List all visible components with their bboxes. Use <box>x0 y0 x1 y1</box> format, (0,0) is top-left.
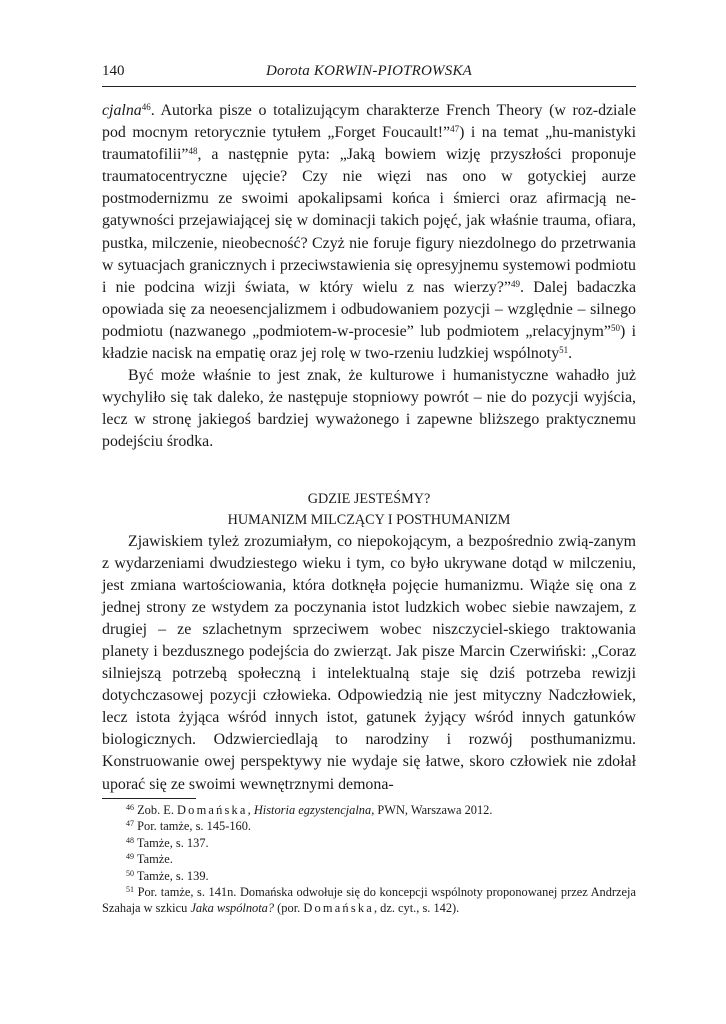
section-heading-line-2: HUMANIZM MILCZĄCY I POSTHUMANIZM <box>227 511 511 528</box>
paragraph-1-text-b: ) i na temat „hu-manistyki traumatofilii” <box>102 124 636 164</box>
paragraph-1-italic-start: cjalna <box>102 102 142 119</box>
footnote-text: Por. tamże, s. 145-160. <box>137 819 252 834</box>
footnote-ref-48[interactable]: 48 <box>188 146 198 157</box>
footnote-title: Jaka wspólnota? <box>190 901 275 916</box>
footnote-text: Zob. E. <box>137 803 178 817</box>
footnote-text: Tamże. <box>136 852 173 867</box>
footnote-title: Historia egzystencjalna <box>253 803 372 817</box>
footnote-text: (por. <box>274 901 304 916</box>
paragraph-1-text-e: ) i kładzie nacisk na empatię oraz jej rolę w two-rzeniu ludzkiej wspólnoty <box>102 322 636 363</box>
paragraph-2: Być może właśnie to jest znak, że kulturowe i humanistyczne wahadło już wychyliło się tak daleko, że następuje stopniowy powrót – nie do pozycji wyjścia, lecz w stronę jakiegoś bardziej wyważonego i zapewne bliższego praktycznemu podejściu środka. <box>102 367 636 451</box>
footnote-text: , <box>247 803 254 817</box>
section-heading-line-1: GDZIE JESTEŚMY? <box>307 490 431 507</box>
footnote-number: 51 <box>126 885 134 895</box>
footnote-ref-47[interactable]: 47 <box>450 124 460 135</box>
paragraph-1-text-c: , a następnie pyta: „Jaką bowiem wizję przyszłości proponuje traumatocentryczne ujęcie? Czy nie więzi nas ono w gotyckiej aurze postmodernizmu ze swoimi apokalipsami końca i śmierci oraz afirmacją ne-gatywności przejawiającej się w dominacji takich pojęć, jak właśnie trauma, ofiara, pustka, milczenie, nieobecność? Czyż nie foruje figury niezdolnego do przetrwania w sytuacjach granicznych i przeciwstawienia się opresyjnemu systemowi podmiotu i nie podcina wizji świata, w który wielu z nas wierzy?” <box>102 146 636 296</box>
footnote-author: Domańska <box>303 901 374 916</box>
footnote-number: 46 <box>126 803 134 812</box>
footnote-author: Domańska <box>177 803 248 817</box>
footnote-ref-51[interactable]: 51 <box>559 345 569 356</box>
running-header <box>102 62 636 87</box>
footnote-47 <box>102 818 636 834</box>
paragraph-3: Zjawiskiem tyleż zrozumiałym, co niepokojącym, a bezpośrednio zwią-zanym z wydarzeniami dwudziestego wieku i tym, co było ukrywane dotąd w milczeniu, jest zmiana wartościowania, która dotknęła pojęcie humanizmu. Wiąże się ona z jednej strony ze wstydem za poczynania istot ludzkich wobec siebie nawzajem, z drugiej – ze szlachetnym sprzeciwem wobec niszczyciel-skiego traktowania planety i bezdusznego podejścia do zwierząt. Jak pisze Marcin Czerwiński: „Coraz silniejszą potrzebą społeczną i intelektualną staje się dziś potrzeba rewizji dotychczasowej pozycji człowieka. Odpowiedzią nie jest mityczny Nadczłowiek, lecz istota żyjąca wśród innych istot, gatunek żyjący wśród innych gatunków biologicznych. Odzwierciedlają to narodziny i rozwój posthumanizmu. Konstruowanie owej perspektywy nie wydaje się łatwe, skoro człowiek nie zdołał uporać się ze swoimi wewnętrznymi demona- <box>102 532 636 793</box>
paragraph-1-text-f: . <box>568 345 573 363</box>
footnote-divider <box>102 798 196 799</box>
footnote-text: Tamże, s. 139. <box>136 868 209 883</box>
footnote-number: 49 <box>126 852 134 862</box>
paragraph-1 <box>102 100 636 365</box>
footnote-49 <box>102 851 636 867</box>
book-page <box>102 62 636 916</box>
footnote-51 <box>102 884 636 917</box>
section-heading <box>102 489 636 531</box>
footnote-50 <box>102 868 636 884</box>
footnote-text: , dz. cyt., s. 142). <box>373 901 460 916</box>
footnote-ref-50[interactable]: 50 <box>610 322 620 333</box>
footnote-number: 48 <box>126 835 134 845</box>
footnote-number: 47 <box>126 819 134 829</box>
running-header-author: Dorota KORWIN-PIOTROWSKA <box>265 63 473 79</box>
footnote-text: Tamże, s. 137. <box>136 835 209 850</box>
body-text <box>102 100 636 796</box>
paragraph-1-text-d: . Dalej badaczka opowiada się za neoesencjalizmem i odbudowaniem pozycji – względnie – silnego podmiotu (nazwanego „podmiotem-w-procesie” lub podmiotem „relacyjnym” <box>102 278 636 340</box>
paragraph-1-text-a: . Autorka pisze o totalizującym charakterze French Theory (w roz-dziale pod mocnym retorycznie tytułem „Forget Foucault!” <box>102 102 636 142</box>
footnote-number: 50 <box>126 868 134 878</box>
footnote-text: , PWN, Warszawa 2012. <box>371 803 493 817</box>
footnote-ref-46[interactable]: 46 <box>141 102 151 112</box>
footnote-46 <box>102 802 636 818</box>
footnote-ref-49[interactable]: 49 <box>510 278 520 289</box>
page-number: 140 <box>102 63 125 79</box>
footnotes <box>102 802 636 917</box>
footnote-text: Por. tamże, s. 141n. Domańska odwołuje się do koncepcji wspólnoty proponowanej przez Andrzeja Szahaja w szkicu <box>102 885 636 916</box>
footnote-48 <box>102 835 636 851</box>
